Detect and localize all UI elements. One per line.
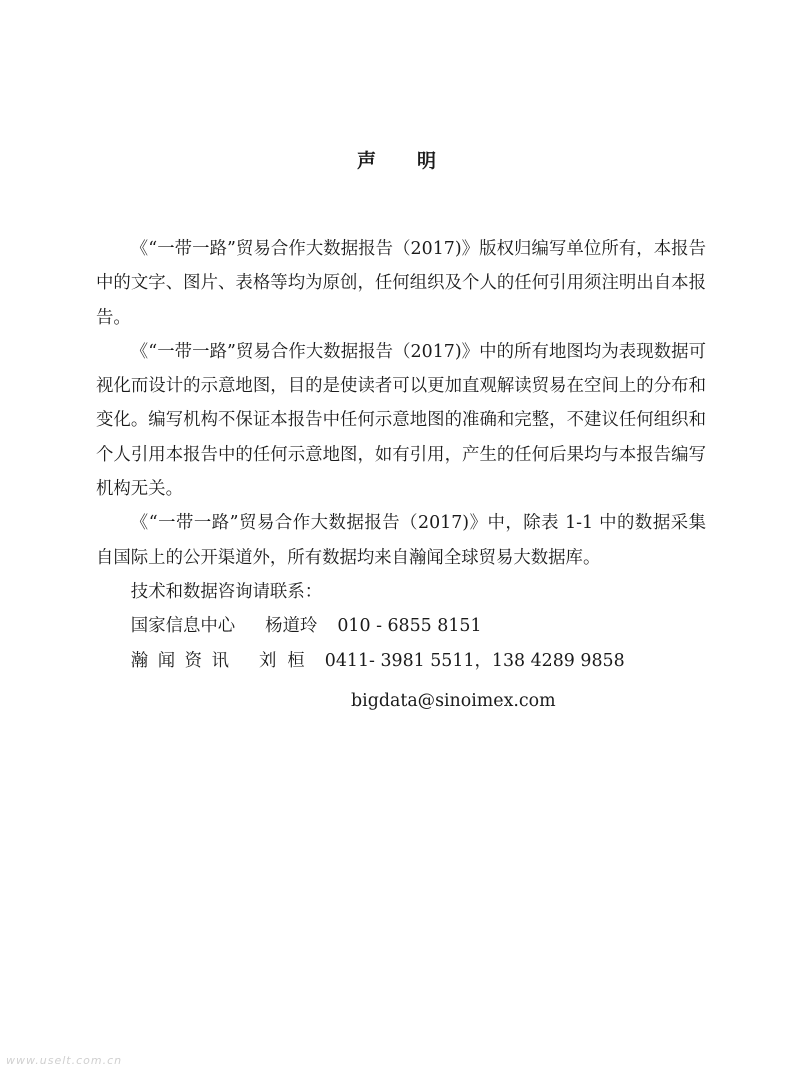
contact-row-2: [96, 644, 706, 678]
contact-row-1: [96, 609, 706, 643]
title-char-1: 声: [356, 150, 377, 172]
copyright-paragraph: 《“一带一路”贸易合作大数据报告（2017)》版权归编写单位所有，本报告中的文字、图片、表格等均为原创，任何组织及个人的任何引用须注明出自本报告。: [96, 239, 706, 328]
contact-phone: 010 - 6855 8151: [337, 616, 482, 637]
contact-email: bigdata@sinoimex.com: [351, 690, 556, 711]
contact-org: 瀚 闻 资 讯: [130, 650, 229, 671]
contact-phone: 0411- 3981 5511，138 4289 9858: [324, 650, 625, 671]
contact-org: 国家信息中心: [130, 616, 236, 637]
contact-heading: 技术和数据咨询请联系：: [130, 581, 323, 602]
contact-person: 刘 桓: [258, 650, 305, 671]
data-source-paragraph: 《“一带一路”贸易合作大数据报告（2017)》中，除表 1-1 中的数据采集自国际上的公开渠道外，所有数据均来自瀚闻全球贸易大数据库。: [96, 513, 706, 568]
page-title: [0, 146, 794, 173]
contact-person: 杨道玲: [265, 616, 318, 637]
declaration-body: [96, 232, 706, 718]
watermark: www.uselt.com.cn: [6, 1054, 123, 1067]
title-char-2: 明: [417, 150, 438, 172]
map-disclaimer-paragraph: 《“一带一路”贸易合作大数据报告（2017)》中的所有地图均为表现数据可视化而设计的示意地图，目的是使读者可以更加直观解读贸易在空间上的分布和变化。编写机构不保证本报告中任何示意地图的准确和完整，不建议任何组织和个人引用本报告中的任何示意地图，如有引用，产生的任何后果均与本报告编写机构无关。: [96, 341, 706, 500]
